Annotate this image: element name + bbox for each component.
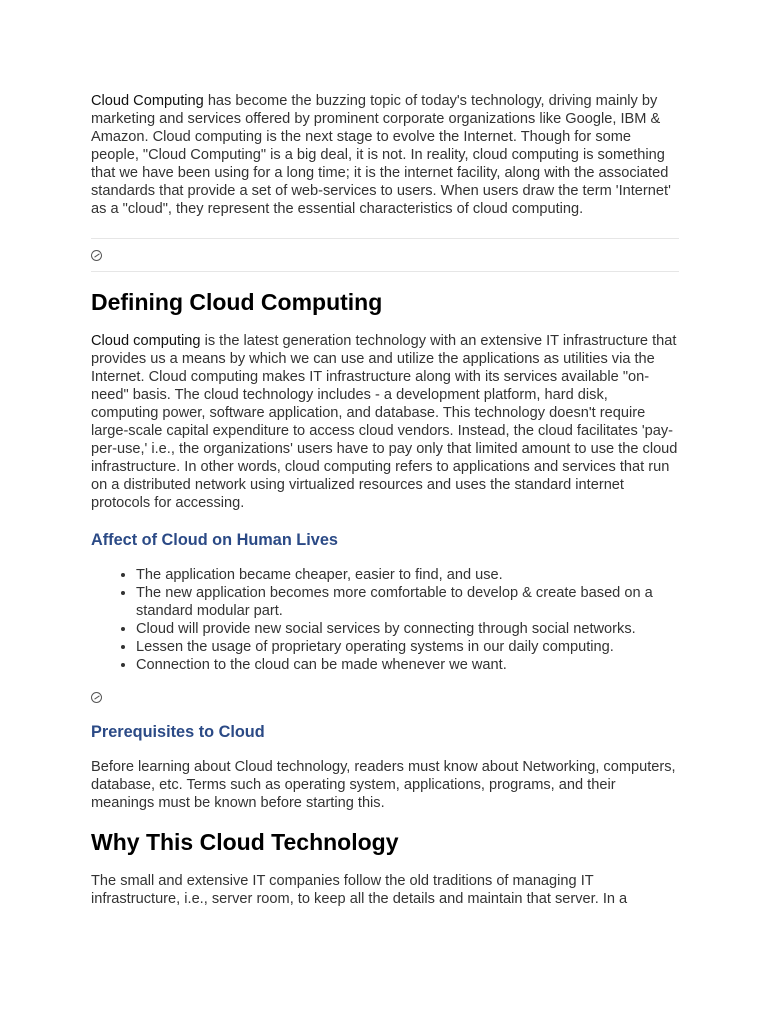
affect-list: [91, 566, 679, 674]
prerequisites-paragraph: Before learning about Cloud technology, readers must know about Networking, computers, database, etc. Terms such as operating system, applications, programs, and their meanings must be known before starting this.: [91, 759, 676, 811]
inline-icon-row: [91, 690, 679, 704]
defining-text: is the latest generation technology with an extensive IT infrastructure that provides us a means by which we can use and utilize the applications as utilities via the Internet. Cloud computing makes IT infrastructure along with its services available "on-need" basis. The cloud technology includes - a development platform, hard disk, computing power, software application, and database. This technology doesn't require large-scale capital expenditure to access cloud vendors. Instead, the cloud facilitates 'pay-per-use,' i.e., the organizations' users have to pay only that limited amount to use the cloud infrastructure. In other words, cloud computing refers to applications and services that run on a distributed network using virtualized resources and uses the standard internet protocols for accessing.: [91, 333, 678, 511]
defining-lead-term: Cloud computing: [91, 333, 201, 349]
intro-text: has become the buzzing topic of today's technology, driving mainly by marketing and services offered by prominent corporate organizations like Google, IBM & Amazon. Cloud computing is the next stage to evolve the Internet. Though for some people, "Cloud Computing" is a big deal, it is not. In reality, cloud computing is something that we have been using for a long time; it is the internet facility, along with the associated standards that provide a set of web-services to users. When users draw the term 'Internet' as a "cloud", they represent the essential characteristics of cloud computing.: [91, 93, 671, 217]
list-item: • Connection to the cloud can be made whenever we want.: [136, 656, 679, 674]
intro-lead-term: Cloud Computing: [91, 93, 204, 109]
section-heading-why: Why This Cloud Technology: [91, 829, 399, 855]
copyright-circle-icon: [91, 250, 102, 261]
copyright-circle-icon: [91, 692, 102, 703]
intro-paragraph: [91, 92, 679, 218]
why-paragraph: The small and extensive IT companies follow the old traditions of managing IT infrastructure, i.e., server room, to keep all the details and maintain that server. In a: [91, 873, 628, 907]
list-item: • Cloud will provide new social services by connecting through social networks.: [136, 620, 679, 638]
defining-paragraph: [91, 332, 679, 512]
section-heading-defining: Defining Cloud Computing: [91, 289, 383, 315]
list-item: • The new application becomes more comfortable to develop & create based on a standard modular part.: [136, 584, 679, 620]
article: [91, 92, 679, 908]
list-item: • The application became cheaper, easier to find, and use.: [136, 566, 679, 584]
divider-bottom: [91, 271, 679, 272]
list-item: • Lessen the usage of proprietary operating systems in our daily computing.: [136, 638, 679, 656]
divider-icon-row: [91, 239, 679, 271]
subheading-prerequisites: Prerequisites to Cloud: [91, 723, 265, 741]
subheading-affect: Affect of Cloud on Human Lives: [91, 531, 338, 549]
